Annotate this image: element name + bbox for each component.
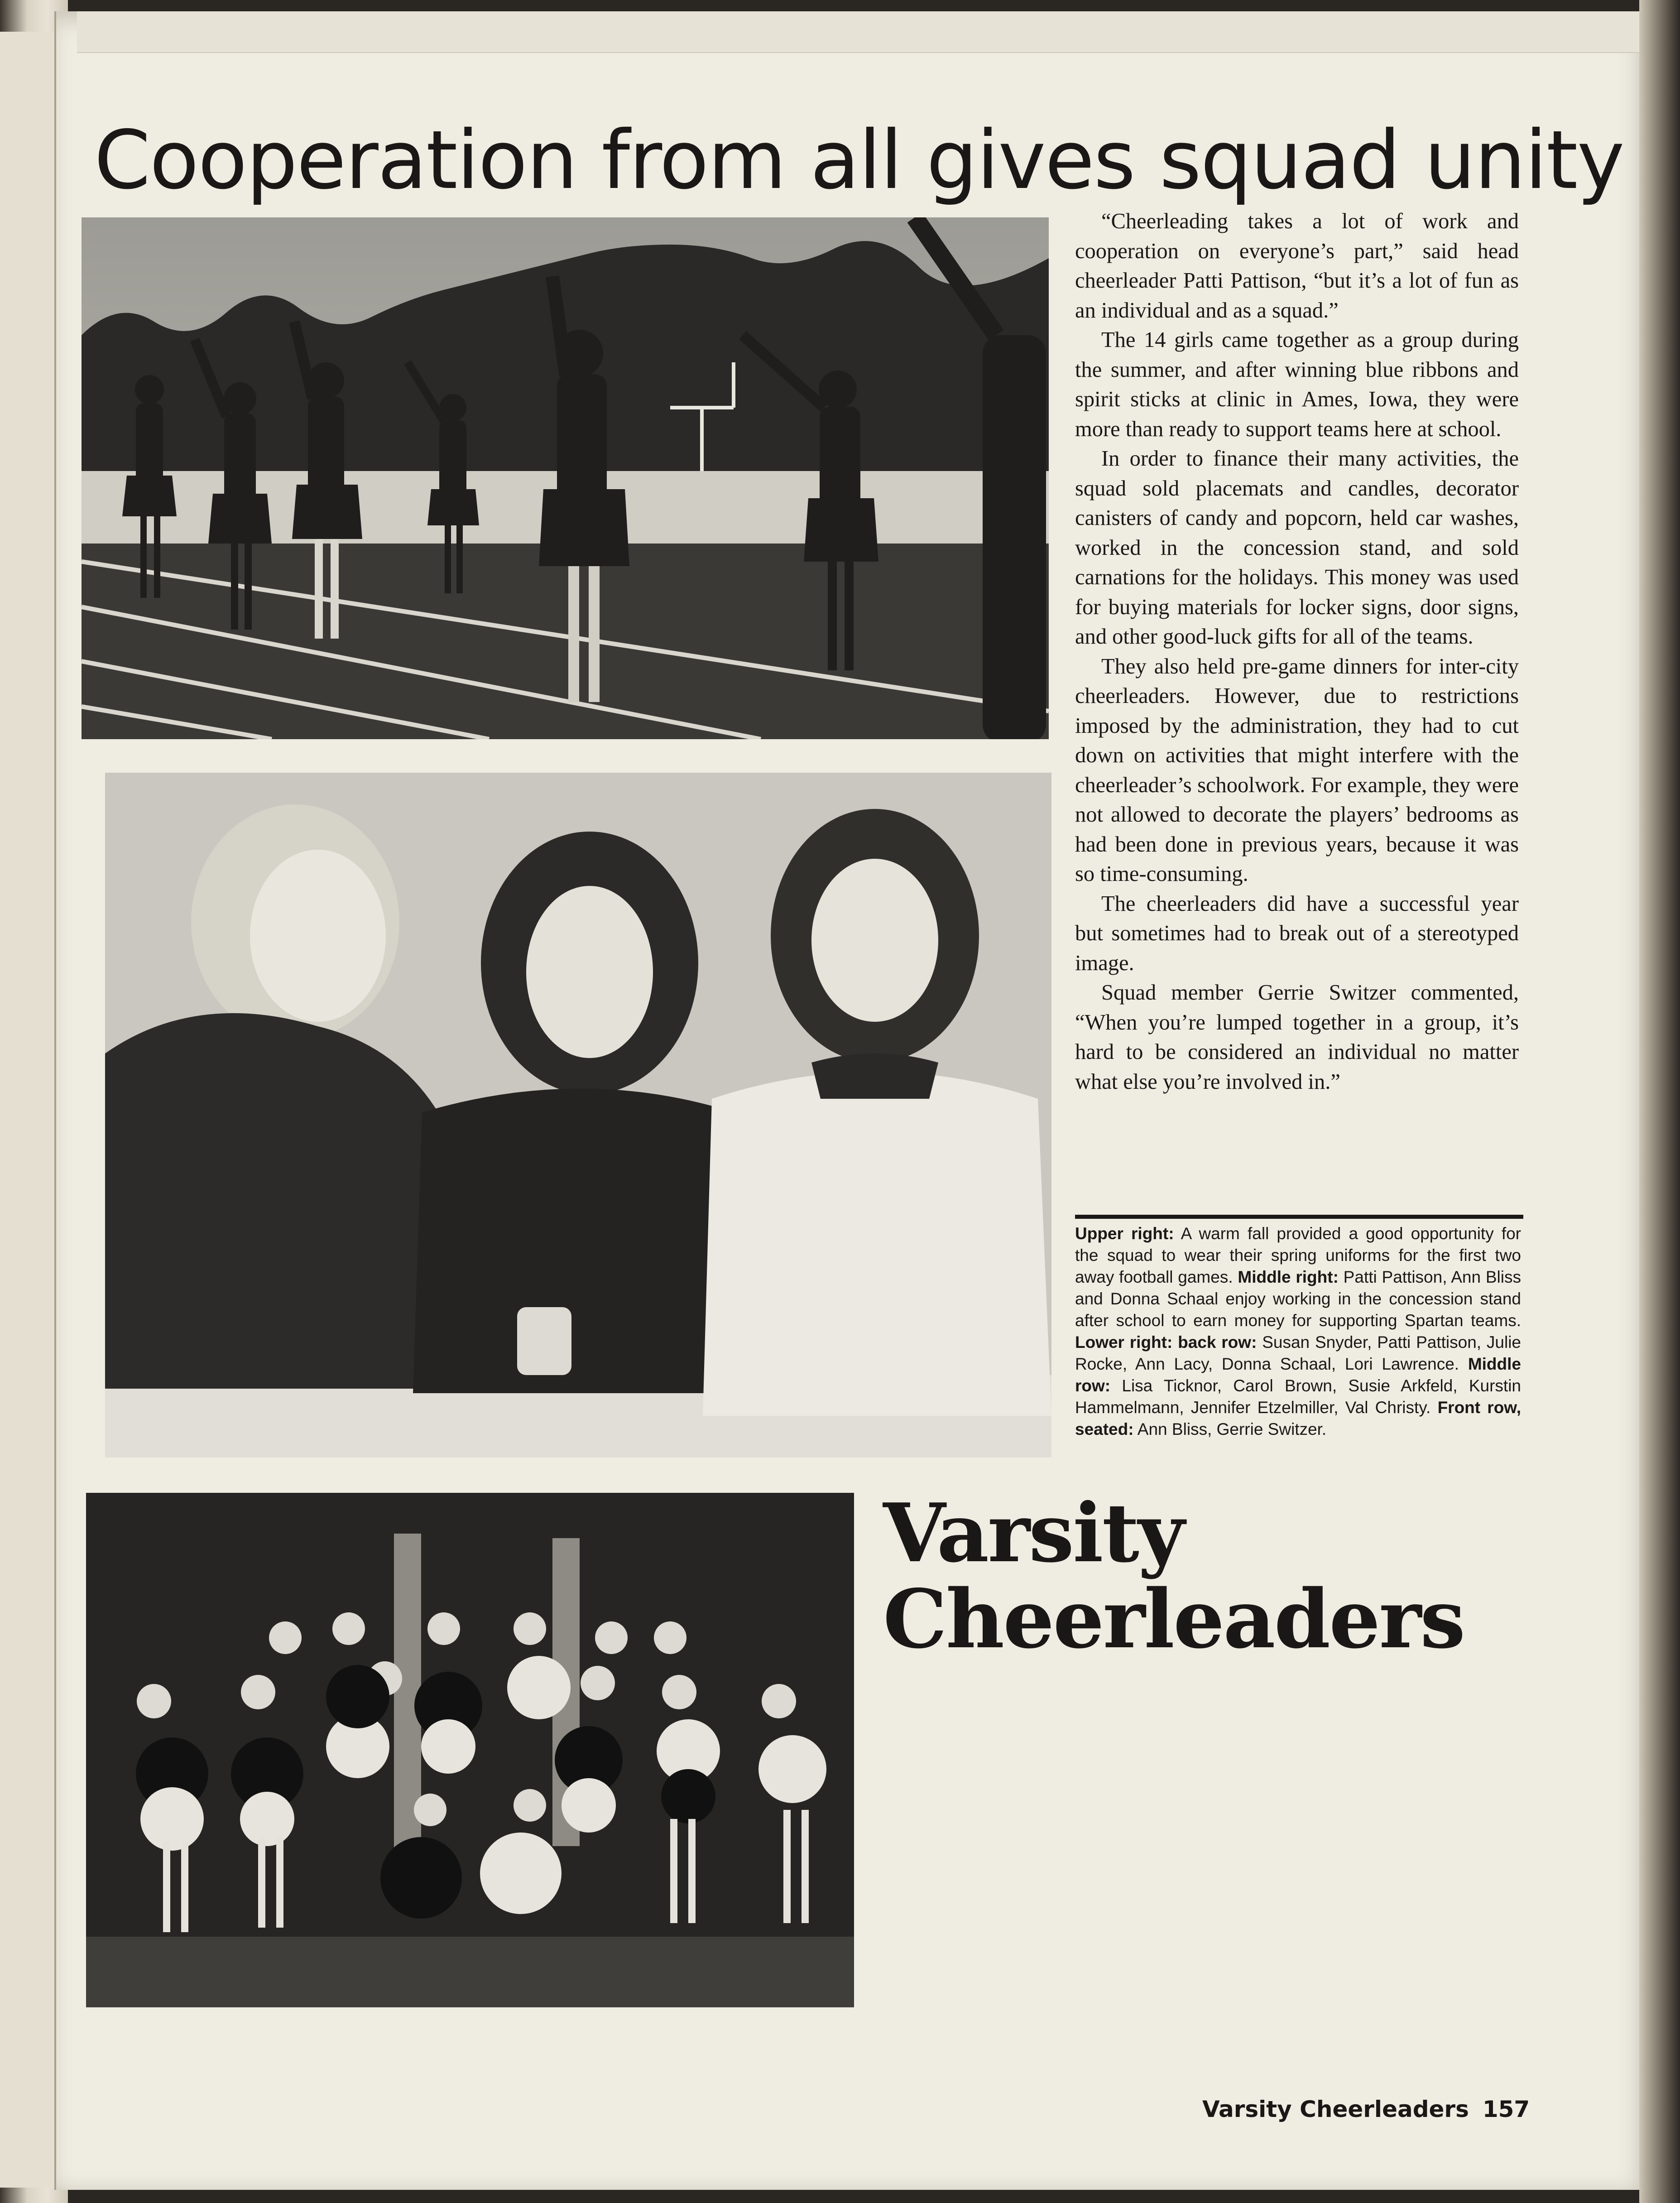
article-paragraph: Squad member Gerrie Switzer commented, “When you’re lumped together in a group, it’s hard to be considered an individual no matter what else you’re involved in.” bbox=[1075, 981, 1519, 1094]
photo-cheerleaders-on-track bbox=[82, 217, 1049, 739]
footer-section-name: Varsity Cheerleaders bbox=[1202, 2096, 1469, 2122]
caption-text-upper: A warm fall provided a good opportunity for the squad to wear their spring uniforms for the first two away football games. bbox=[1075, 1224, 1522, 1286]
caption-label-middle: Middle right: bbox=[1238, 1268, 1339, 1286]
page-headline: Cooperation from all gives squad unity bbox=[94, 113, 1624, 207]
caption-label-front-row: Front row, seated: bbox=[1075, 1398, 1521, 1438]
article-paragraph: The cheerleaders did have a successful year but sometimes had to break out of a stereotyped image. bbox=[1075, 891, 1519, 975]
caption-text-lower: Susan Snyder, Patti Pattison, Julie Rocke, Ann Lacy, Donna Schaal, Lori Lawrence. bbox=[1075, 1333, 1521, 1373]
article-paragraph: In order to finance their many activities, the squad sold placemats and candles, decorator canisters of candy and popcorn, held car washes, worked in the concession stand, and sold carnations for the holidays. This money was used for buying materials for locker signs, door signs, and other good-luck gifts for all of the teams. bbox=[1075, 447, 1519, 649]
article-paragraph: The 14 girls came together as a group during the summer, and after winning blue ribbons and spirit sticks at clinic in Ames, Iowa, they were more than ready to support teams here at school. bbox=[1075, 328, 1519, 441]
previous-page-edge bbox=[0, 32, 57, 2188]
photo-caption bbox=[1075, 1223, 1521, 1440]
article-body bbox=[1075, 207, 1519, 1097]
section-title-line-1: Varsity bbox=[883, 1486, 1184, 1580]
section-title bbox=[883, 1486, 1464, 1666]
article-paragraph: They also held pre-game dinners for inter-city cheerleaders. However, due to restrictions imposed by the administration, they had to cut down on activities that might interfere with the cheerleader’s schoolwork. For example, they were not allowed to decorate the players’ bedrooms as had been done in previous years, because it was so time-consuming. bbox=[1075, 654, 1519, 886]
photo-concession-stand-trio bbox=[105, 773, 1051, 1457]
caption-divider bbox=[1075, 1215, 1523, 1219]
page-top-margin bbox=[77, 11, 1644, 53]
scanner-edge bbox=[1639, 0, 1680, 2203]
page-footer bbox=[1202, 2096, 1530, 2122]
caption-label-upper: Upper right: bbox=[1075, 1224, 1174, 1243]
caption-label-lower: Lower right: back row: bbox=[1075, 1333, 1257, 1352]
section-title-line-2: Cheerleaders bbox=[883, 1572, 1464, 1666]
caption-text-front-row: Ann Bliss, Gerrie Switzer. bbox=[1133, 1420, 1327, 1438]
photo-squad-group-portrait bbox=[86, 1493, 854, 2007]
page-number: 157 bbox=[1482, 2096, 1530, 2122]
caption-label-middle-row: Middle row: bbox=[1075, 1355, 1521, 1395]
caption-text-middle: Patti Pattison, Ann Bliss and Donna Schaal enjoy working in the concession stand after school to earn money for supporting Spartan teams. bbox=[1075, 1268, 1521, 1330]
caption-text-middle-row: Lisa Ticknor, Carol Brown, Susie Arkfeld, Kurstin Hammelmann, Jennifer Etzelmiller, Val Christy. bbox=[1075, 1376, 1521, 1417]
article-paragraph: “Cheerleading takes a lot of work and cooperation on everyone’s part,” said head cheerleader Patti Pattison, “but it’s a lot of fun as an individual and as a squad.” bbox=[1075, 209, 1519, 322]
